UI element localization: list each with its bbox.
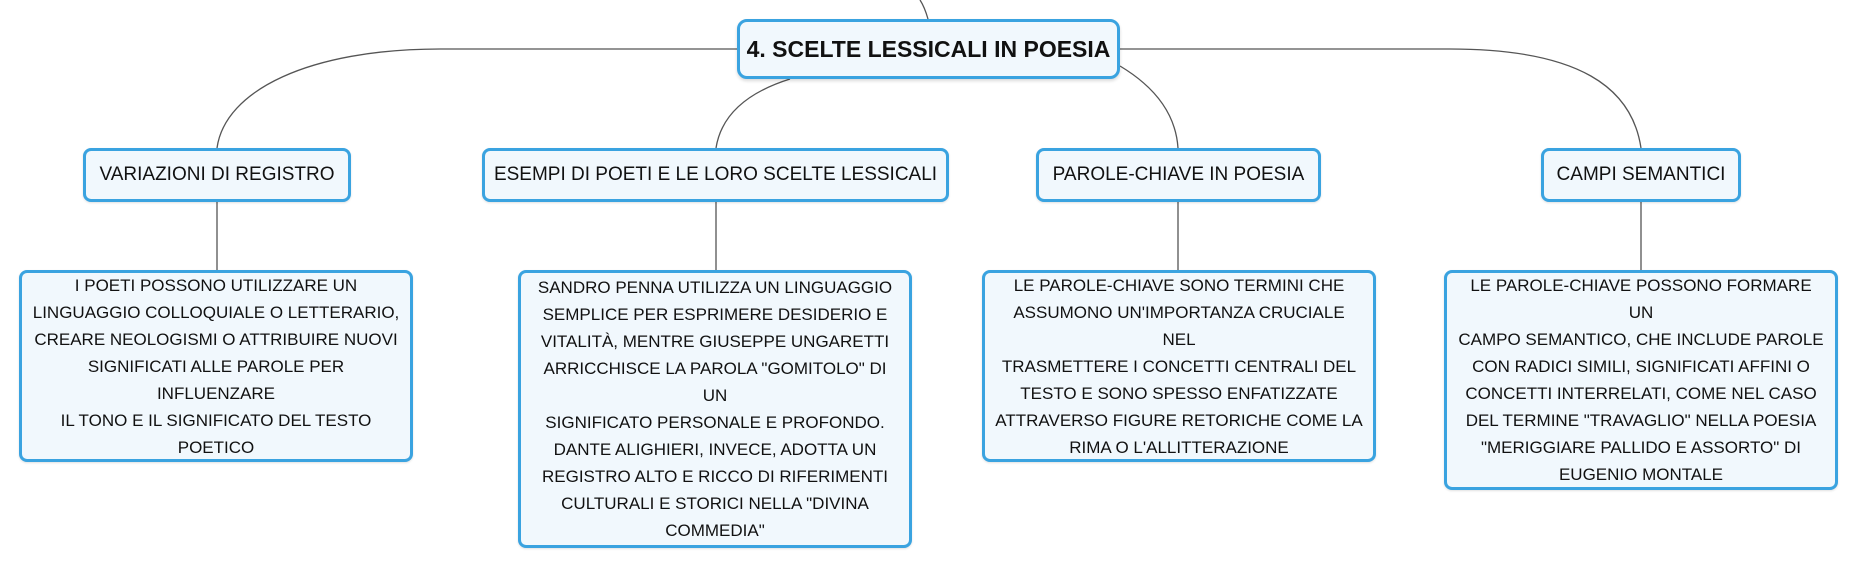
branch-topic-parole-chiave[interactable] — [1036, 148, 1321, 202]
detail-line: LINGUAGGIO COLLOQUIALE O LETTERARIO, — [32, 302, 400, 322]
detail-line: I POETI POSSONO UTILIZZARE UN — [74, 275, 358, 295]
connector-root-to-branch-2 — [716, 79, 790, 148]
detail-line: ARRICCHISCE LA PAROLA "GOMITOLO" DI UN — [543, 359, 887, 405]
detail-line: DEL TERMINE "TRAVAGLIO" NELLA POESIA — [1465, 411, 1817, 430]
branch-topic-label: VARIAZIONI DI REGISTRO — [99, 164, 335, 185]
detail-line: TESTO E SONO SPESSO ENFATIZZATE — [1020, 383, 1338, 403]
detail-line: POETICO — [177, 437, 255, 457]
detail-line: CAMPO SEMANTICO, CHE INCLUDE PAROLE — [1458, 330, 1824, 349]
branch-topic-esempi-di-poeti[interactable] — [482, 148, 949, 202]
detail-line: "MERIGGIARE PALLIDO E ASSORTO" DI — [1480, 438, 1802, 457]
connector-root-to-branch-1 — [217, 49, 737, 148]
detail-line: CONCETTI INTERRELATI, COME NEL CASO — [1465, 384, 1817, 403]
detail-line: RIMA O L'ALLITTERAZIONE — [1069, 437, 1289, 457]
detail-line: REGISTRO ALTO E RICCO DI RIFERIMENTI — [541, 467, 889, 486]
branch-topic-variazioni-di-registro[interactable] — [83, 148, 351, 202]
detail-text — [531, 274, 899, 544]
detail-line: SIGNIFICATO PERSONALE E PROFONDO. — [545, 413, 885, 432]
detail-topic-parole-chiave[interactable] — [982, 270, 1376, 462]
detail-line: SIGNIFICATI ALLE PAROLE PER INFLUENZARE — [87, 356, 345, 403]
detail-text — [995, 272, 1363, 461]
detail-topic-variazioni-di-registro[interactable] — [19, 270, 413, 462]
detail-line: LE PAROLE-CHIAVE SONO TERMINI CHE — [1013, 275, 1345, 295]
connector-root-to-branch-3 — [1120, 66, 1178, 148]
detail-text — [32, 272, 400, 461]
detail-line: CREARE NEOLOGISMI O ATTRIBUIRE NUOVI — [34, 329, 398, 349]
detail-line: ATTRAVERSO FIGURE RETORICHE COME LA — [995, 410, 1363, 430]
detail-line: CULTURALI E STORICI NELLA "DIVINA — [561, 494, 869, 513]
branch-topic-campi-semantici[interactable] — [1541, 148, 1741, 202]
detail-line: TRASMETTERE I CONCETTI CENTRALI DEL — [1001, 356, 1357, 376]
detail-topic-esempi-di-poeti[interactable] — [518, 270, 912, 548]
connector-root-to-branch-4 — [1120, 49, 1641, 148]
connector-parent-to-root — [920, 0, 928, 19]
detail-line: IL TONO E IL SIGNIFICATO DEL TESTO — [60, 410, 372, 430]
detail-text — [1457, 272, 1825, 488]
detail-line: LE PAROLE-CHIAVE POSSONO FORMARE UN — [1470, 276, 1812, 322]
detail-line: COMMEDIA" — [665, 521, 765, 540]
root-topic[interactable] — [737, 19, 1120, 79]
detail-line: ASSUMONO UN'IMPORTANZA CRUCIALE NEL — [1013, 302, 1345, 349]
branch-topic-label: PAROLE-CHIAVE IN POESIA — [1052, 164, 1305, 185]
detail-topic-campi-semantici[interactable] — [1444, 270, 1838, 490]
detail-line: SEMPLICE PER ESPRIMERE DESIDERIO E — [542, 305, 888, 324]
detail-line: VITALITÀ, MENTRE GIUSEPPE UNGARETTI — [540, 332, 890, 351]
detail-line: SANDRO PENNA UTILIZZA UN LINGUAGGIO — [537, 278, 893, 297]
branch-topic-label: CAMPI SEMANTICI — [1556, 164, 1726, 185]
root-topic-label: 4. SCELTE LESSICALI IN POESIA — [746, 35, 1111, 62]
branch-topic-label: ESEMPI DI POETI E LE LORO SCELTE LESSICALI — [493, 164, 938, 185]
detail-line: CON RADICI SIMILI, SIGNIFICATI AFFINI O — [1472, 357, 1810, 376]
detail-line: EUGENIO MONTALE — [1558, 465, 1724, 484]
detail-line: DANTE ALIGHIERI, INVECE, ADOTTA UN — [553, 440, 877, 459]
